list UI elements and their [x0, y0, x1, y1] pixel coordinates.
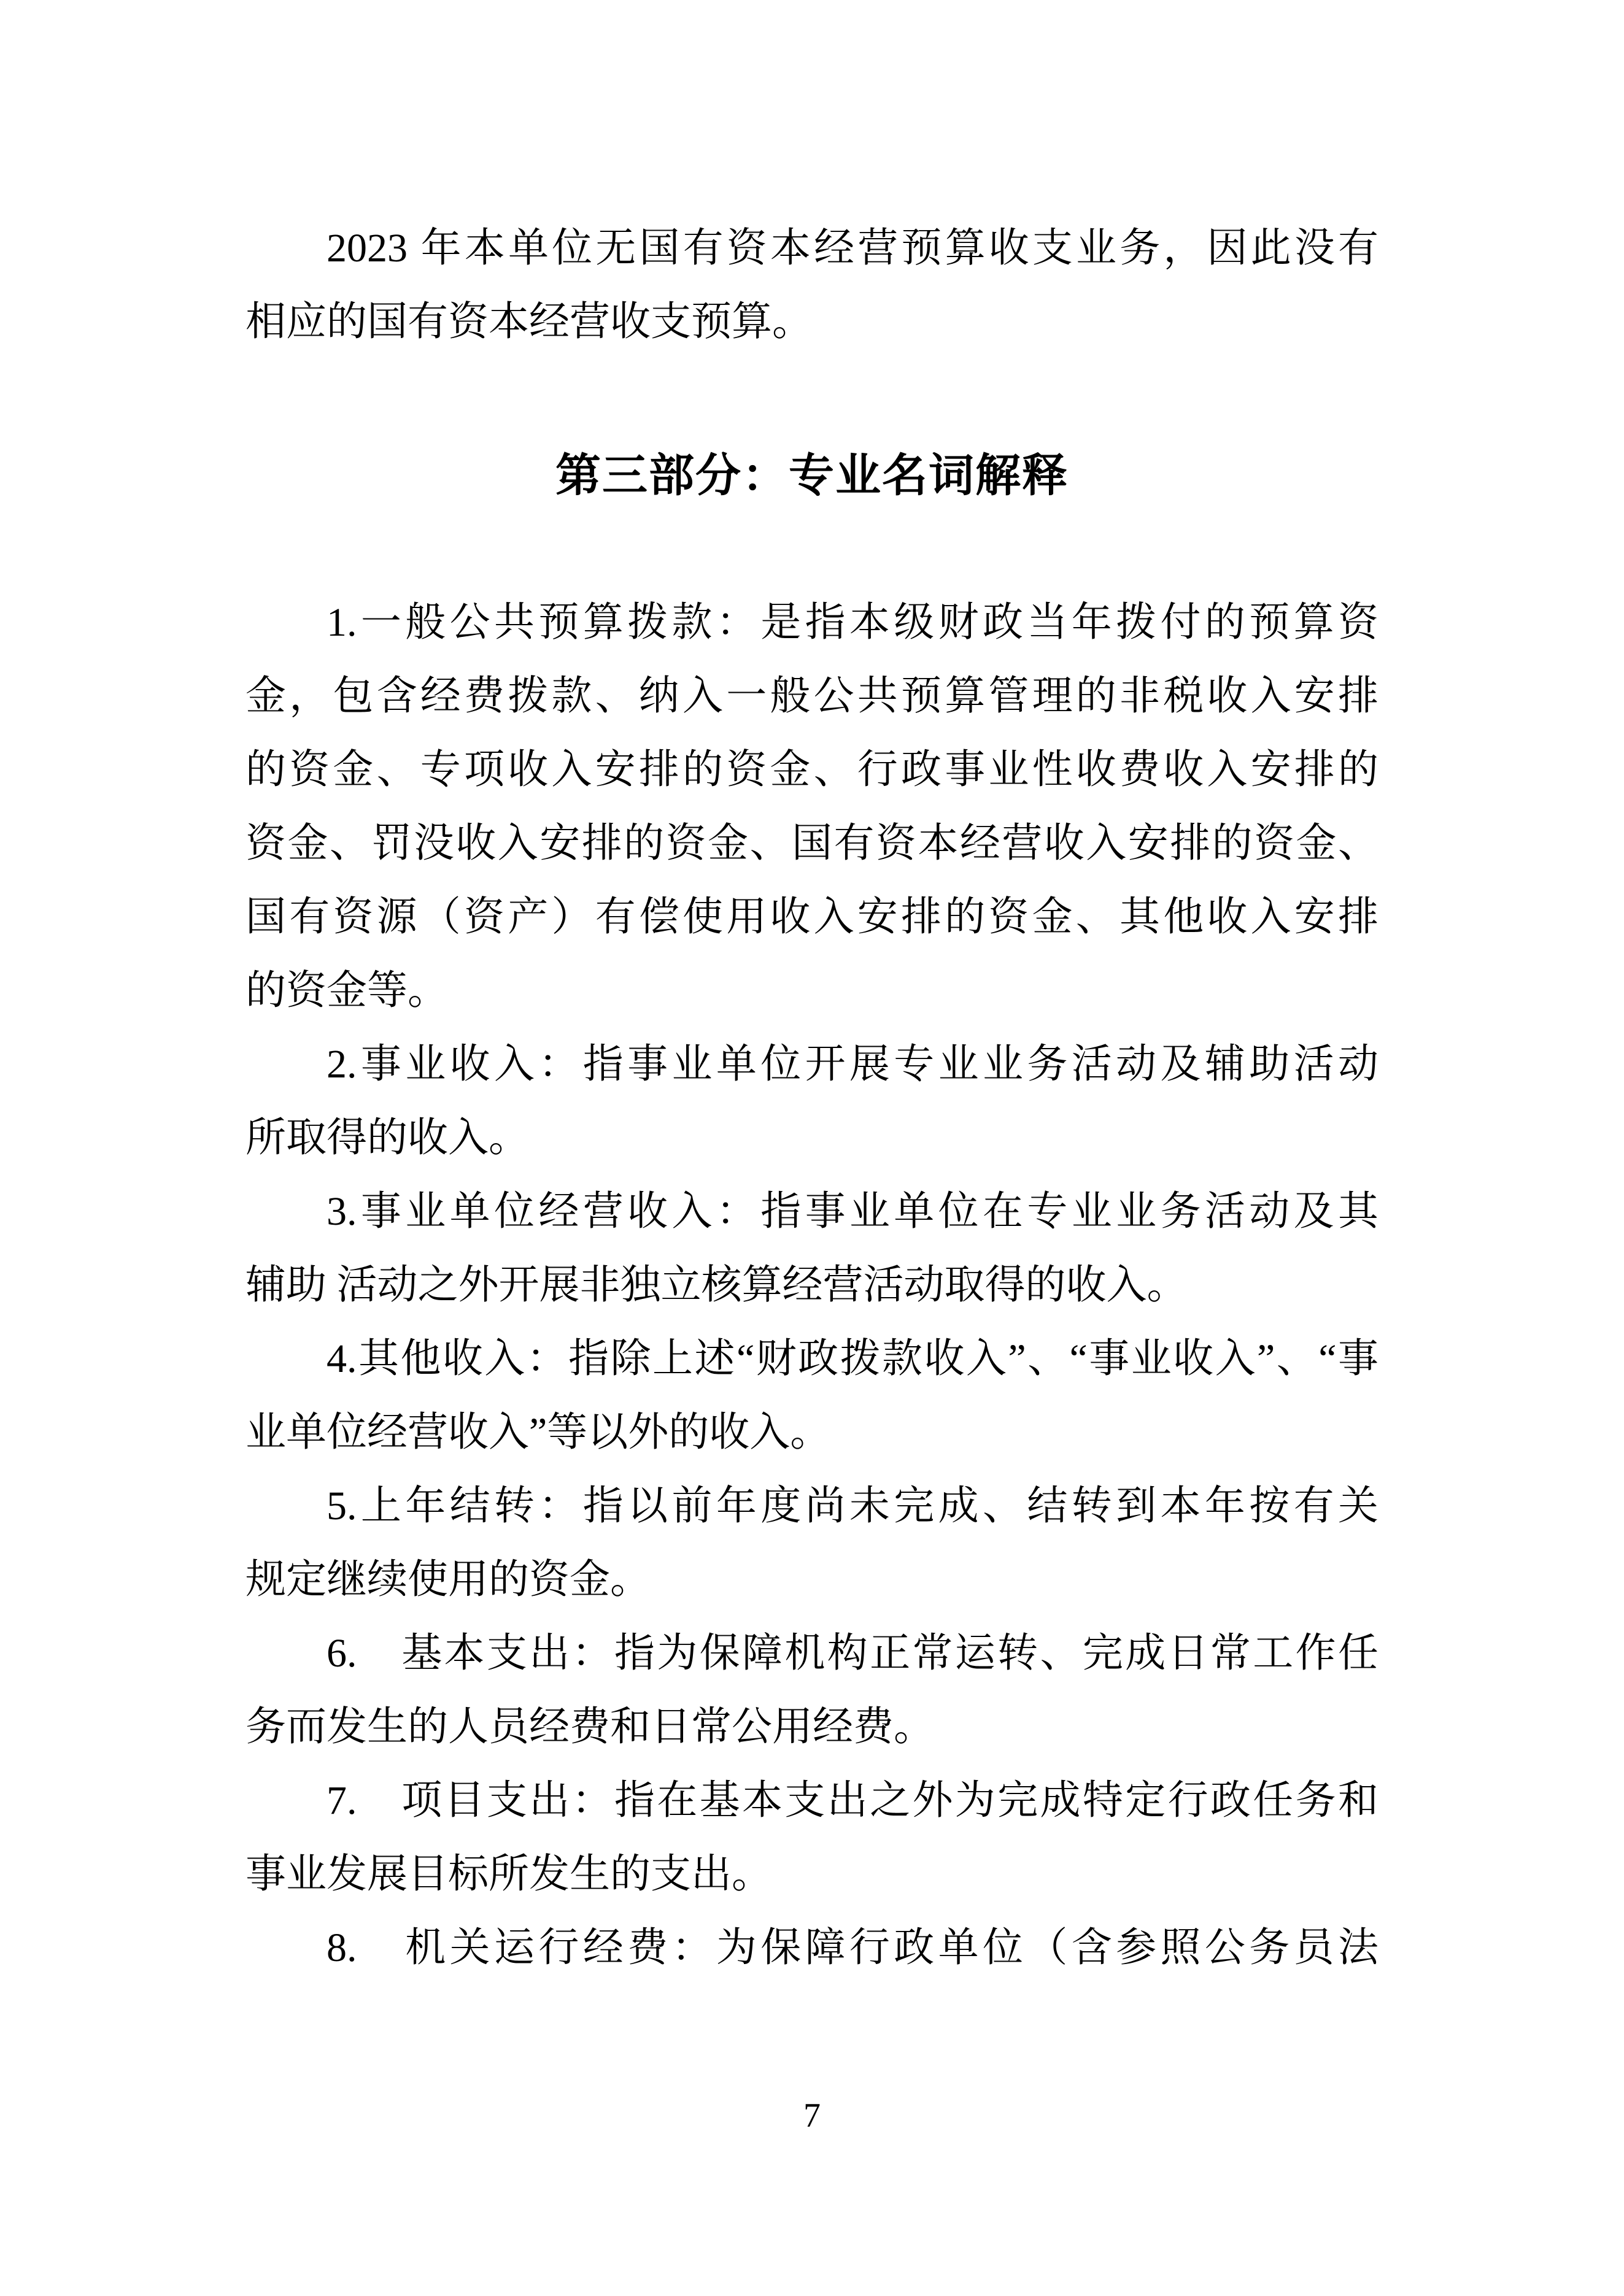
- text-line: 金，包含经费拨款、纳入一般公共预算管理的非税收入安排: [246, 674, 1378, 718]
- text-line: 资金、罚没收入安排的资金、国有资本经营收入安排的资金、: [246, 821, 1378, 866]
- text-line: 相应的国有资本经营收支预算。: [246, 299, 813, 344]
- text-line: 5.上年结转：指以前年度尚未完成、结转到本年按有关: [327, 1484, 1378, 1528]
- text-line: 事业发展目标所发生的支出。: [246, 1852, 772, 1897]
- page-number: 7: [803, 2097, 821, 2135]
- section-heading: 第三部分：专业名词解释: [555, 450, 1069, 501]
- text-line: 所取得的收入。: [246, 1115, 529, 1160]
- text-line: 2.事业收入：指事业单位开展专业业务活动及辅助活动: [327, 1042, 1378, 1087]
- text-line: 国有资源（资产）有偿使用收入安排的资金、其他收入安排: [246, 895, 1378, 939]
- text-line: 2023 年本单位无国有资本经营预算收支业务，因此没有: [327, 226, 1378, 271]
- text-line: 业单位经营收入”等以外的收入。: [246, 1410, 831, 1455]
- text-line: 3.事业单位经营收入：指事业单位在专业业务活动及其: [327, 1189, 1378, 1234]
- terms-section: [246, 586, 1378, 1985]
- text-line: 7. 项目支出：指在基本支出之外为完成特定行政任务和: [327, 1778, 1378, 1823]
- text-line: 8. 机关运行经费：为保障行政单位（含参照公务员法: [327, 1925, 1378, 1970]
- text-line: 的资金等。: [246, 968, 448, 1013]
- text-line: 的资金、专项收入安排的资金、行政事业性收费收入安排的: [246, 747, 1378, 792]
- text-line: 4.其他收入：指除上述“财政拨款收入”、“事业收入”、“事: [327, 1336, 1378, 1381]
- text-line: 务而发生的人员经费和日常公用经费。: [246, 1705, 934, 1749]
- text-line: 6. 基本支出：指为保障机构正常运转、完成日常工作任: [327, 1631, 1378, 1676]
- text-line: 1.一般公共预算拨款：是指本级财政当年拨付的预算资: [327, 600, 1378, 645]
- text-line: 规定继续使用的资金。: [246, 1557, 651, 1602]
- document-content: [246, 212, 1378, 1985]
- intro-paragraph: [246, 212, 1378, 359]
- text-line: 辅助 活动之外开展非独立核算经营活动取得的收入。: [246, 1263, 1188, 1308]
